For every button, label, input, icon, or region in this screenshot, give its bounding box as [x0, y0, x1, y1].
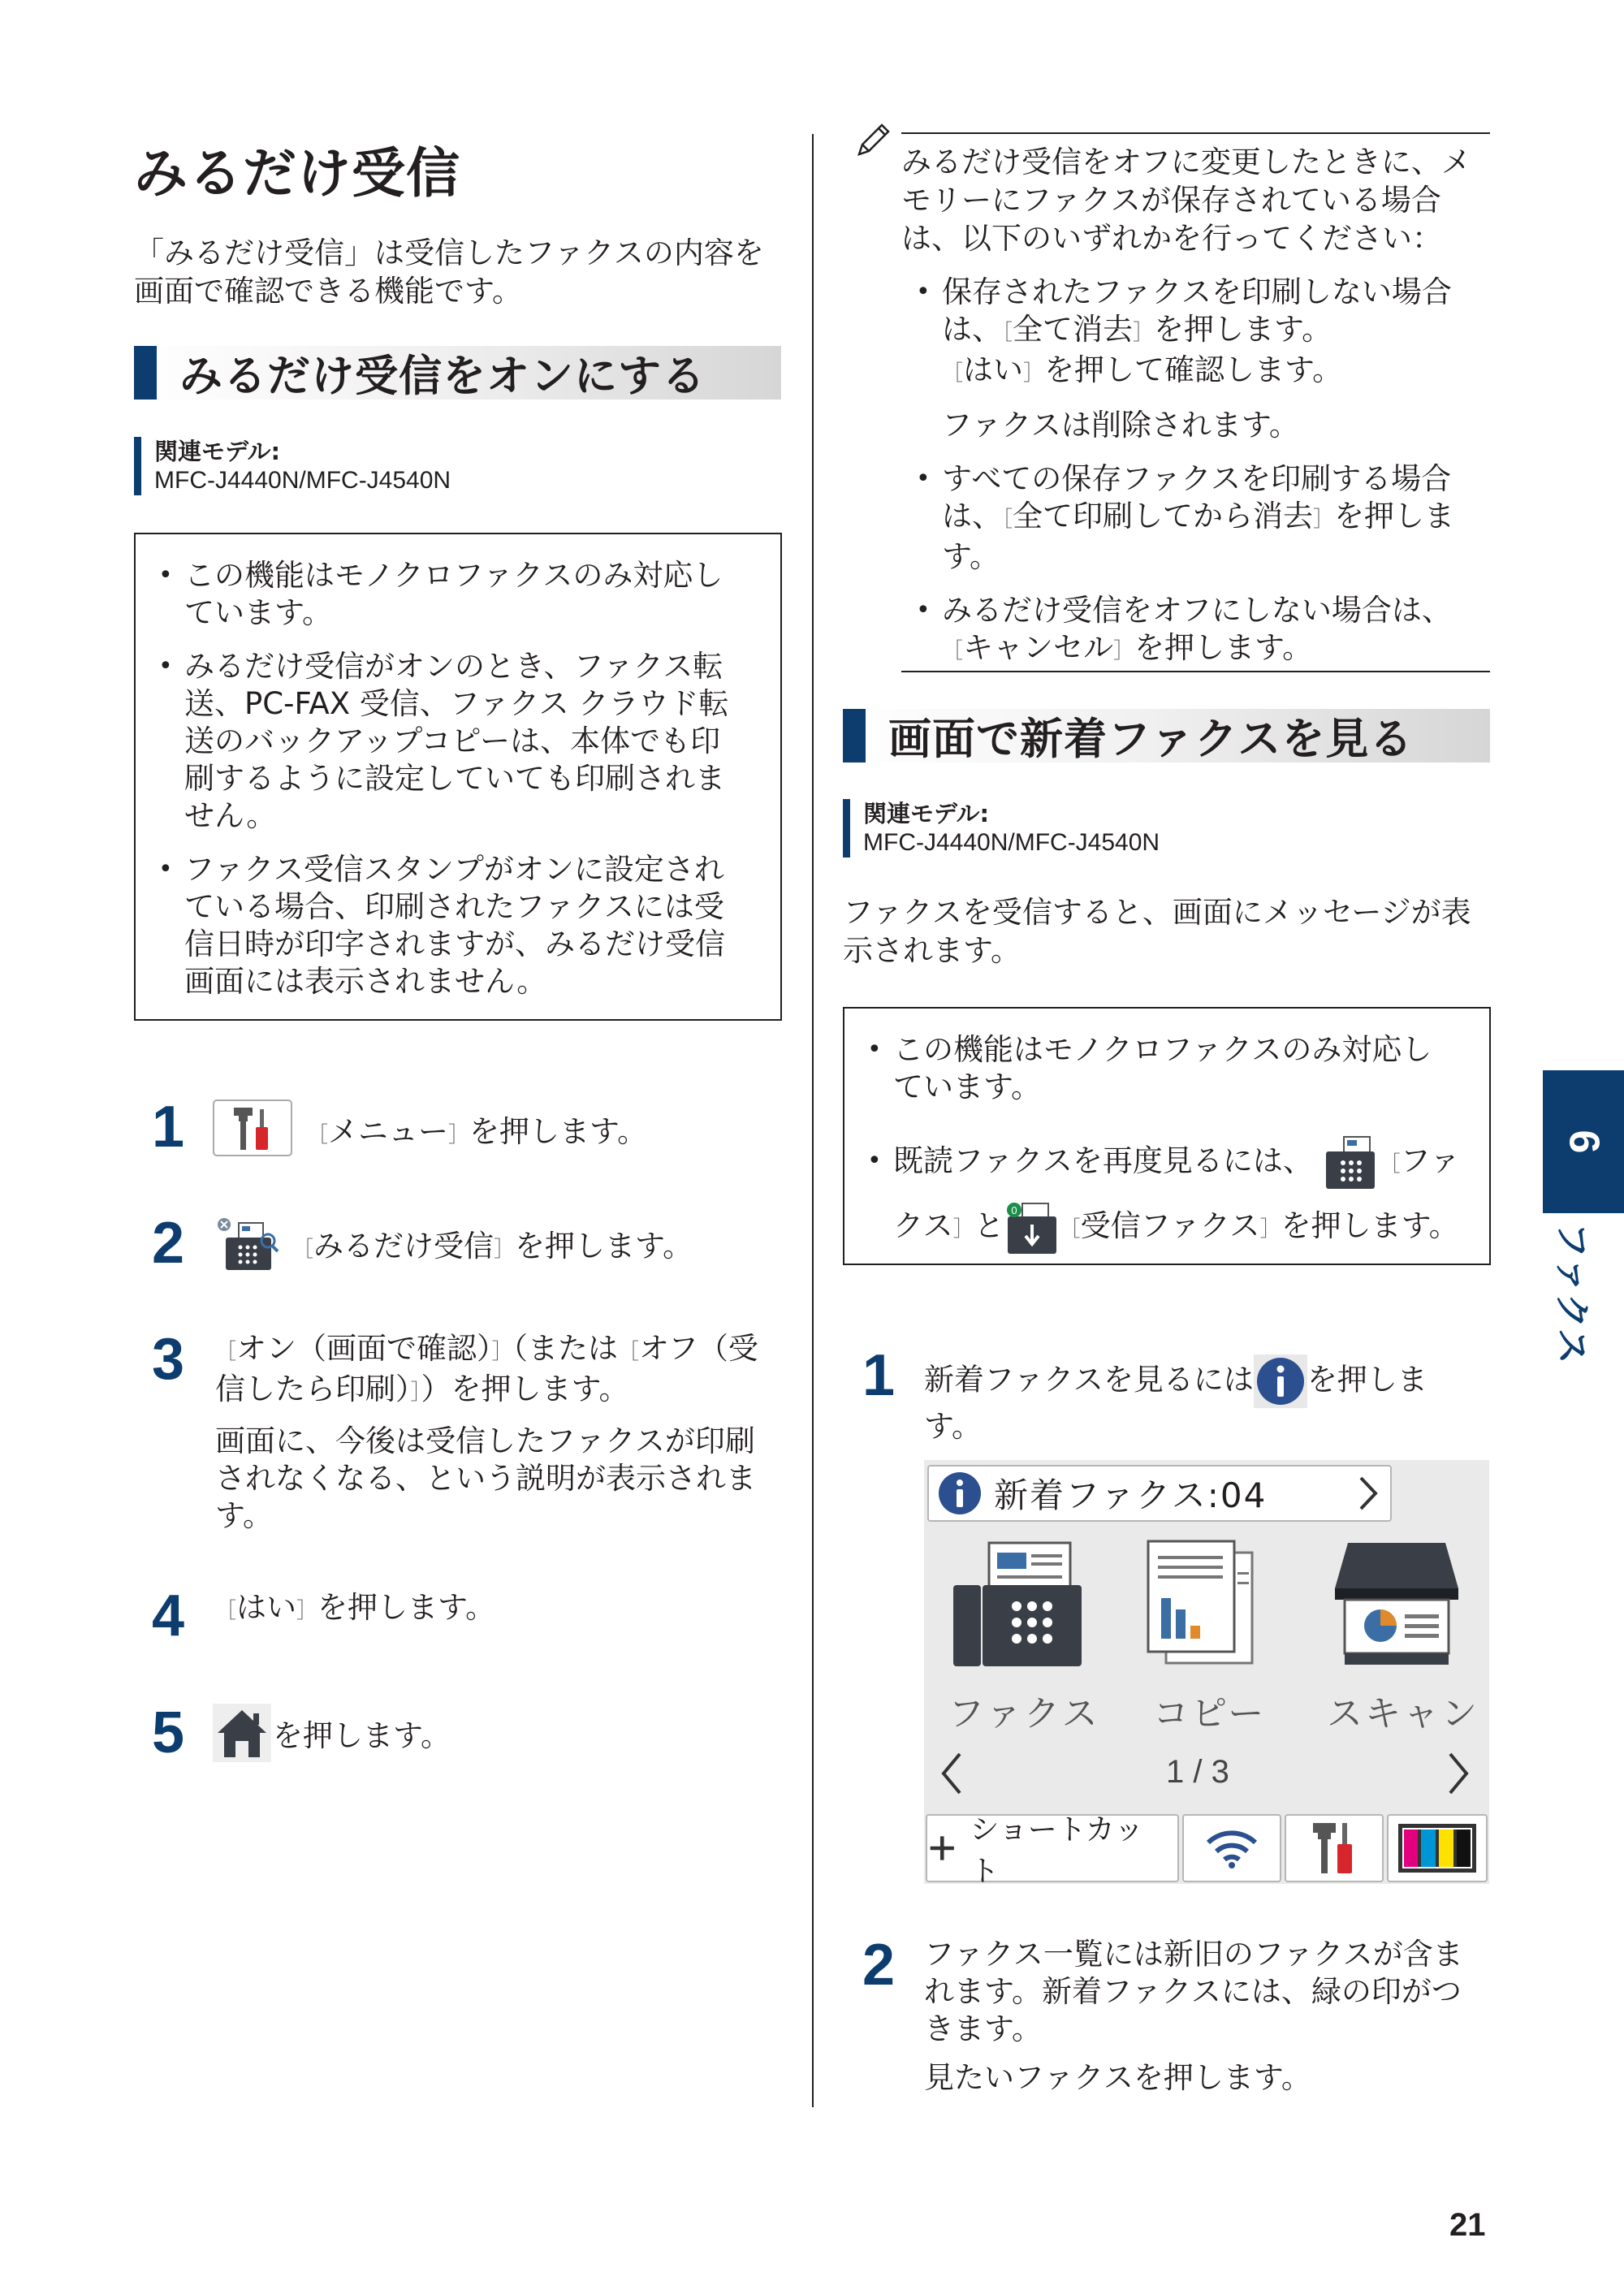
- note-item: • みるだけ受信がオンのとき、ファクス転 送、PC-FAX 受信、ファクス クラウド転 送のバックアップコピーは、本体でも印 刷するように設定していても印刷されま せん。: [152, 648, 764, 835]
- app-label-fax: ファクス: [948, 1693, 1100, 1735]
- page-title: みるだけ受信: [134, 142, 460, 205]
- page-indicator: 1 / 3: [1166, 1754, 1229, 1790]
- note-box-1: [134, 533, 782, 1021]
- chevron-left-icon[interactable]: [939, 1751, 965, 1796]
- settings-tools-icon[interactable]: [213, 1099, 292, 1156]
- home-icon[interactable]: [213, 1704, 271, 1762]
- new-fax-banner[interactable]: 新着ファクス:04: [927, 1465, 1392, 1522]
- column-divider: [812, 134, 814, 2107]
- shortcut-button[interactable]: ショートカット: [926, 1814, 1179, 1882]
- step-4-text: ［はい］を押します。: [215, 1590, 496, 1625]
- step-number: 5: [152, 1700, 185, 1765]
- chevron-right-icon[interactable]: [1445, 1751, 1471, 1796]
- section-heading-view: 画面で新着ファクスを見る: [843, 709, 1490, 763]
- right-step-2-text: ファクス一覧には新旧のファクスが含ま れます。新着ファクスには、緑の印がつ きます。 見たいファクスを押します。: [924, 1937, 1463, 2095]
- note-box-2: [843, 1007, 1491, 1265]
- step-5-text: を押します。: [273, 1718, 451, 1753]
- step-number: 4: [152, 1583, 185, 1648]
- wifi-icon: [1203, 1828, 1260, 1868]
- settings-button[interactable]: [1285, 1814, 1384, 1882]
- chapter-tab: 6: [1543, 1070, 1624, 1213]
- note-top-rule: [901, 132, 1490, 134]
- step-number: 2: [862, 1933, 896, 1998]
- turn-off-note: みるだけ受信をオフに変更したときに、メ モリーにファクスが保存されている場合 は、以下のいずれかを行ってください： • 保存されたファクスを印刷しない場合 は、［全て消去］を押します。 ［はい］を押して確認します。 ファクスは削除されます。 • すべての保存ファクスを印刷する場合 は、［全て印刷してから消去］を押しま す。 • みるだけ受信をオフにしない場合は、 ［キャンセル］を押します。: [901, 143, 1494, 686]
- right-step-1-text: 新着ファクスを見るには を押しま す。: [924, 1354, 1509, 1445]
- scan-app-icon[interactable]: [1327, 1540, 1466, 1670]
- page-number: 21: [1449, 2207, 1486, 2243]
- received-fax-icon[interactable]: [1004, 1200, 1060, 1255]
- app-label-copy: コピー: [1153, 1693, 1267, 1735]
- section2-intro: ファクスを受信すると、画面にメッセージが表 示されます。: [843, 895, 1471, 968]
- chevron-right-icon: [1356, 1475, 1380, 1512]
- fax-app-icon[interactable]: [950, 1540, 1085, 1670]
- step-number: 2: [152, 1211, 185, 1276]
- step-number: 1: [862, 1343, 896, 1408]
- fax-icon[interactable]: [1323, 1135, 1380, 1190]
- plus-icon: [927, 1832, 957, 1864]
- step-3-text: ［オン（画面で確認）］（または［オフ（受 信したら印刷）］）を押します。 画面に、今後は受信したファクスが印刷 されなくなる、という説明が表示されま す。: [215, 1331, 758, 1533]
- step-number: 3: [152, 1327, 185, 1392]
- info-icon[interactable]: [1254, 1354, 1307, 1408]
- note-bottom-rule: [901, 671, 1490, 672]
- wifi-button[interactable]: [1182, 1814, 1281, 1882]
- related-models-2: 関連モデル: MFC-J4440N/MFC-J4540N: [843, 799, 1160, 858]
- copy-app-icon[interactable]: [1142, 1540, 1263, 1670]
- ink-level-icon: [1398, 1824, 1476, 1873]
- section-heading-enable: みるだけ受信をオンにする: [134, 346, 781, 400]
- intro-paragraph: 「みるだけ受信」は受信したファクスの内容を 画面で確認できる機能です。: [134, 235, 764, 309]
- note-item: • この機能はモノクロファクスのみ対応し ています。: [861, 1031, 1473, 1106]
- step-2-text: ［みるだけ受信］を押します。: [292, 1229, 693, 1264]
- fax-preview-icon[interactable]: [214, 1216, 281, 1275]
- related-models-1: 関連モデル: MFC-J4440N/MFC-J4540N: [134, 437, 451, 495]
- note-item: • すべての保存ファクスを印刷する場合 は、［全て印刷してから消去］を押しま す。: [909, 460, 1494, 576]
- note-item: • この機能はモノクロファクスのみ対応し ています。: [152, 557, 764, 632]
- note-item: • 既読ファクスを再度見るには、 ［ファ クス］と 0 ［受信ファクス］を押します。: [861, 1130, 1473, 1260]
- app-label-scan: スキャン: [1327, 1693, 1479, 1735]
- ink-button[interactable]: [1387, 1814, 1488, 1882]
- settings-tools-icon: [1310, 1820, 1358, 1877]
- chapter-label: ファクス: [1551, 1222, 1592, 1364]
- svg-text:0: 0: [1011, 1203, 1017, 1216]
- pencil-icon: [853, 120, 893, 161]
- note-item: • ファクス受信スタンプがオンに設定され ている場合、印刷されたファクスには受 信日時が印字されますが、みるだけ受信 画面には表示されません。: [152, 851, 764, 1000]
- note-item: • 保存されたファクスを印刷しない場合 は、［全て消去］を押します。 ［はい］を押して確認します。 ファクスは削除されます。: [909, 274, 1494, 444]
- step-number: 1: [152, 1095, 185, 1160]
- note-item: • みるだけ受信をオフにしない場合は、 ［キャンセル］を押します。: [909, 592, 1494, 670]
- step-1-text: ［メニュー］を押します。: [307, 1114, 648, 1149]
- info-icon: [937, 1471, 983, 1516]
- lcd-screen: [924, 1460, 1489, 1888]
